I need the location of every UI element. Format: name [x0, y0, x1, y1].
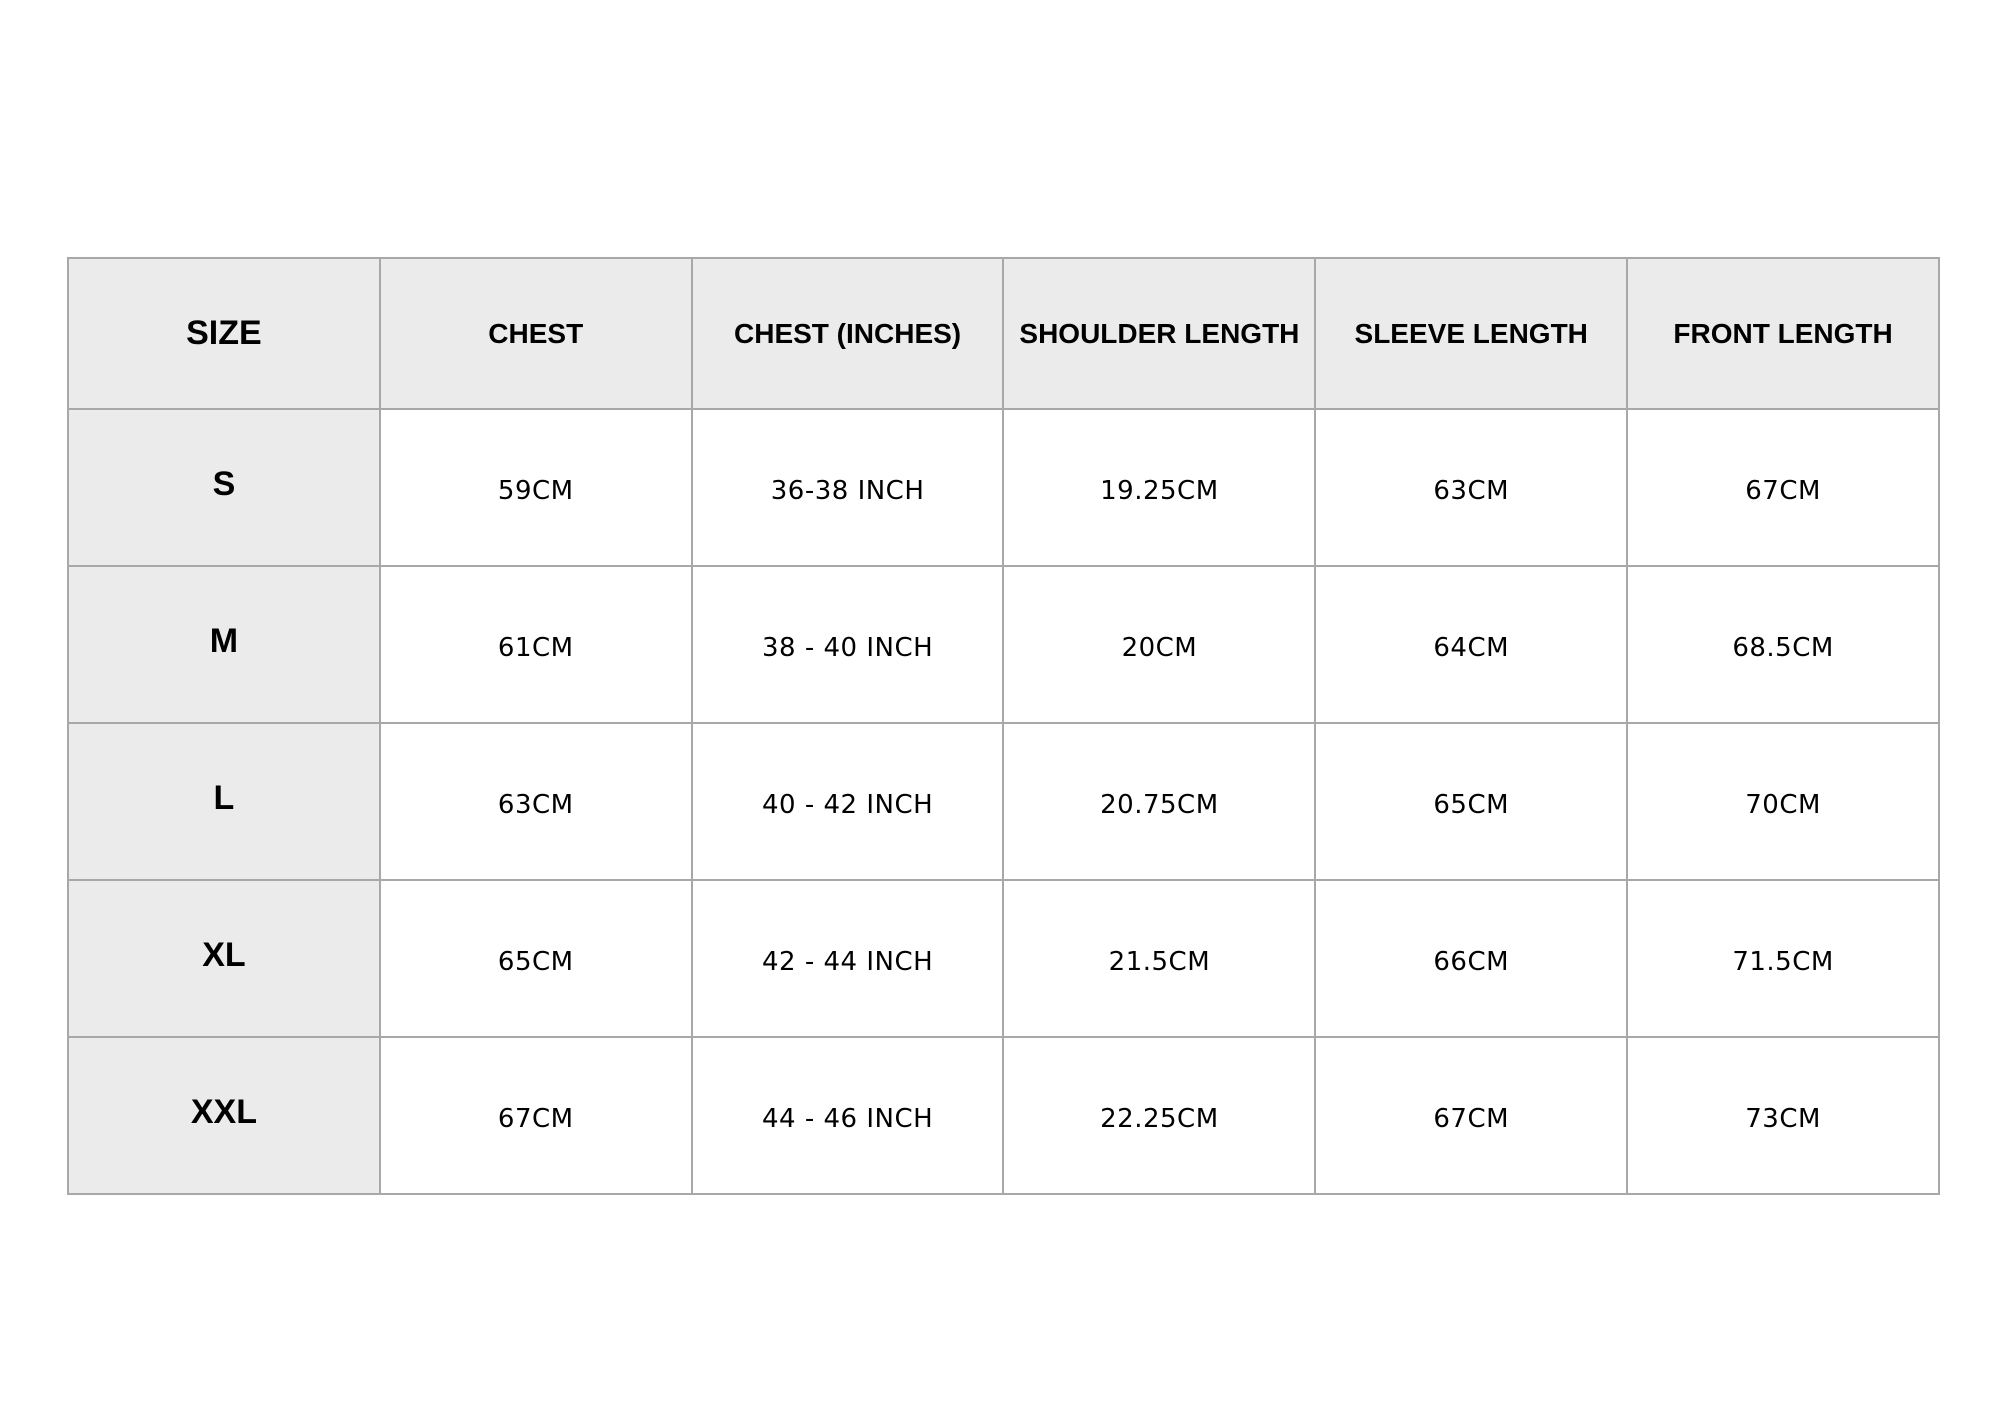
shoulder-length-cell: 20.75CM — [1003, 723, 1315, 880]
table-row — [68, 880, 1939, 1037]
header-size: SIZE — [68, 258, 380, 409]
chest-cell: 65CM — [380, 880, 692, 1037]
chest-cell: 61CM — [380, 566, 692, 723]
sleeve-length-cell: 65CM — [1315, 723, 1627, 880]
header-front-length: FRONT LENGTH — [1627, 258, 1939, 409]
size-chart-header — [68, 258, 1939, 409]
size-chart-body — [68, 409, 1939, 1194]
chest-inches-cell: 40 - 42 INCH — [692, 723, 1004, 880]
shoulder-length-cell: 22.25CM — [1003, 1037, 1315, 1194]
table-row — [68, 409, 1939, 566]
sleeve-length-cell: 63CM — [1315, 409, 1627, 566]
table-row — [68, 723, 1939, 880]
front-length-cell: 73CM — [1627, 1037, 1939, 1194]
shoulder-length-cell: 19.25CM — [1003, 409, 1315, 566]
header-row — [68, 258, 1939, 409]
shoulder-length-cell: 20CM — [1003, 566, 1315, 723]
chest-cell: 63CM — [380, 723, 692, 880]
table-row — [68, 1037, 1939, 1194]
header-chest-inches: CHEST (INCHES) — [692, 258, 1004, 409]
size-chart-table — [67, 257, 1940, 1195]
chest-inches-cell: 38 - 40 INCH — [692, 566, 1004, 723]
size-label: L — [68, 723, 380, 880]
front-length-cell: 70CM — [1627, 723, 1939, 880]
chest-inches-cell: 42 - 44 INCH — [692, 880, 1004, 1037]
shoulder-length-cell: 21.5CM — [1003, 880, 1315, 1037]
header-chest: CHEST — [380, 258, 692, 409]
sleeve-length-cell: 66CM — [1315, 880, 1627, 1037]
chest-inches-cell: 36-38 INCH — [692, 409, 1004, 566]
size-label: XXL — [68, 1037, 380, 1194]
front-length-cell: 71.5CM — [1627, 880, 1939, 1037]
size-label: M — [68, 566, 380, 723]
chest-cell: 59CM — [380, 409, 692, 566]
front-length-cell: 68.5CM — [1627, 566, 1939, 723]
header-shoulder-length: SHOULDER LENGTH — [1003, 258, 1315, 409]
chest-cell: 67CM — [380, 1037, 692, 1194]
front-length-cell: 67CM — [1627, 409, 1939, 566]
size-label: S — [68, 409, 380, 566]
chest-inches-cell: 44 - 46 INCH — [692, 1037, 1004, 1194]
size-label: XL — [68, 880, 380, 1037]
table-row — [68, 566, 1939, 723]
sleeve-length-cell: 67CM — [1315, 1037, 1627, 1194]
header-sleeve-length: SLEEVE LENGTH — [1315, 258, 1627, 409]
sleeve-length-cell: 64CM — [1315, 566, 1627, 723]
